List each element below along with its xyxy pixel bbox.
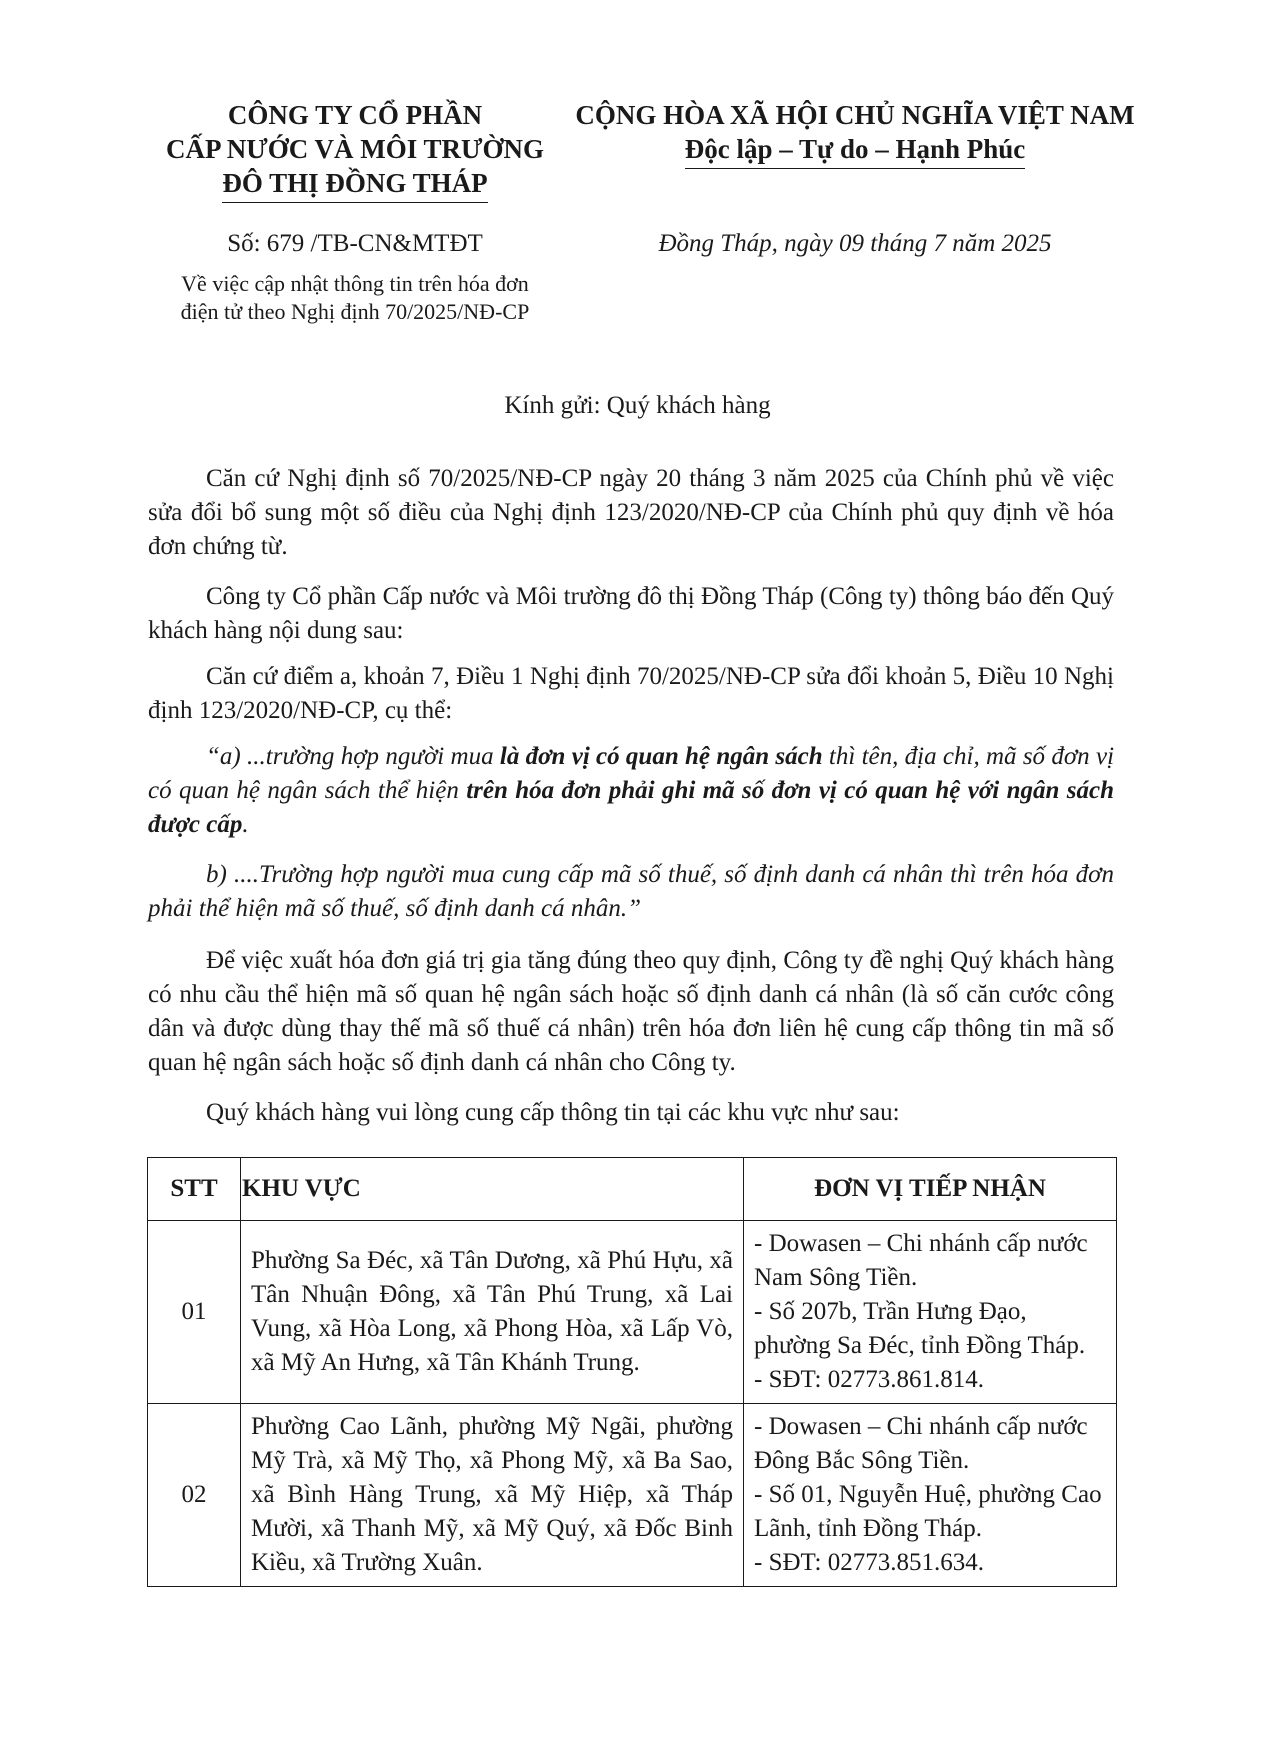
- nation-motto: Độc lập – Tự do – Hạnh Phúc: [685, 132, 1026, 169]
- document-subject: [120, 270, 590, 326]
- quote-a: [148, 740, 1114, 842]
- org-name-line1: CÔNG TY CỔ PHẦN: [227, 100, 483, 130]
- header-unit: ĐƠN VỊ TIẾP NHẬN: [744, 1158, 1117, 1221]
- paragraph-table-intro: Quý khách hàng vui lòng cung cấp thông tin tại các khu vực như sau:: [206, 1099, 900, 1126]
- nation-title: CỘNG HÒA XÃ HỘI CHỦ NGHĨA VIỆT NAM: [575, 100, 1135, 130]
- unit-phone: - SĐT: 02773.851.634.: [754, 1549, 985, 1576]
- row-area: Phường Sa Đéc, xã Tân Dương, xã Phú Hựu, xã Tân Nhuận Đông, xã Tân Phú Trung, xã Lai Vung, xã Hòa Long, xã Phong Hòa, xã Lấp Vò, xã Mỹ An Hưng, xã Tân Khánh Trung.: [251, 1247, 733, 1376]
- unit-phone: - SĐT: 02773.861.814.: [754, 1366, 985, 1393]
- greeting: Kính gửi: Quý khách hàng: [504, 392, 771, 419]
- organization-header: [120, 98, 590, 203]
- quote-b: b) ....Trường hợp người mua cung cấp mã số thuế, số định danh cá nhân thì trên hóa đơn phải thể hiện mã số thuế, số định danh cá nhân.”: [148, 861, 1114, 922]
- quote-a-emphasis1: là đơn vị có quan hệ ngân sách: [499, 743, 823, 770]
- row-stt: 01: [148, 1221, 241, 1404]
- unit-name: - Dowasen – Chi nhánh cấp nước Đông Bắc Sông Tiền.: [754, 1413, 1088, 1474]
- header-stt: STT: [148, 1158, 241, 1221]
- reception-table: [147, 1157, 1117, 1587]
- quote-a-emphasis2: trên hóa đơn phải ghi mã số đơn vị có quan hệ với ngân sách được cấp: [148, 777, 1115, 838]
- national-header: [565, 98, 1145, 169]
- place-date: Đồng Tháp, ngày 09 tháng 7 năm 2025: [658, 230, 1052, 257]
- document-number: Số: 679 /TB-CN&MTĐT: [227, 230, 483, 257]
- paragraph-notice: Công ty Cổ phần Cấp nước và Môi trường đô thị Đồng Tháp (Công ty) thông báo đến Quý khách hàng nội dung sau:: [148, 583, 1114, 644]
- org-name-line2: CẤP NƯỚC VÀ MÔI TRƯỜNG: [166, 134, 544, 164]
- row-area: Phường Cao Lãnh, phường Mỹ Ngãi, phường Mỹ Trà, xã Mỹ Thọ, xã Phong Mỹ, xã Ba Sao, xã Bình Hàng Trung, xã Mỹ Hiệp, xã Tháp Mười, xã Thanh Mỹ, xã Mỹ Quý, xã Đốc Binh Kiều, xã Trường Xuân.: [251, 1413, 733, 1576]
- unit-name: - Dowasen – Chi nhánh cấp nước Nam Sông Tiền.: [754, 1230, 1088, 1291]
- quote-a-part2: thì tên, địa chỉ, mã số đơn vị có quan hệ ngân sách thể hiện: [148, 743, 1115, 804]
- row-stt: 02: [148, 1404, 241, 1587]
- quote-a-end: .: [242, 811, 249, 838]
- table-row: [148, 1404, 1117, 1587]
- subject-line1: Về việc cập nhật thông tin trên hóa đơn: [181, 271, 529, 296]
- unit-address: - Số 01, Nguyễn Huệ, phường Cao Lãnh, tỉnh Đồng Tháp.: [754, 1481, 1102, 1542]
- row-unit: [744, 1221, 1117, 1404]
- paragraph-legal-basis: Căn cứ Nghị định số 70/2025/NĐ-CP ngày 20 tháng 3 năm 2025 của Chính phủ về việc sửa đổi bổ sung một số điều của Nghị định 123/2020/NĐ-CP của Chính phủ quy định về hóa đơn chứng từ.: [148, 465, 1114, 560]
- org-name-line3: ĐÔ THỊ ĐỒNG THÁP: [222, 166, 487, 203]
- header-area: KHU VỰC: [241, 1158, 744, 1221]
- unit-address: - Số 207b, Trần Hưng Đạo, phường Sa Đéc, tỉnh Đồng Tháp.: [754, 1298, 1086, 1359]
- table-header-row: [148, 1158, 1117, 1221]
- table-row: [148, 1221, 1117, 1404]
- paragraph-clause: Căn cứ điểm a, khoản 7, Điều 1 Nghị định 70/2025/NĐ-CP sửa đổi khoản 5, Điều 10 Nghị định 123/2020/NĐ-CP, cụ thể:: [148, 663, 1114, 724]
- paragraph-request: Để việc xuất hóa đơn giá trị gia tăng đúng theo quy định, Công ty đề nghị Quý khách hàng có nhu cầu thể hiện mã số quan hệ ngân sách hoặc số định danh cá nhân (là số căn cước công dân và được dùng thay thế mã số thuế cá nhân) trên hóa đơn liên hệ cung cấp thông tin mã số quan hệ ngân sách hoặc số định danh cá nhân cho Công ty.: [148, 947, 1114, 1076]
- subject-line2: điện tử theo Nghị định 70/2025/NĐ-CP: [180, 299, 530, 324]
- quote-a-part1: “a) ...trường hợp người mua: [206, 743, 500, 770]
- row-unit: [744, 1404, 1117, 1587]
